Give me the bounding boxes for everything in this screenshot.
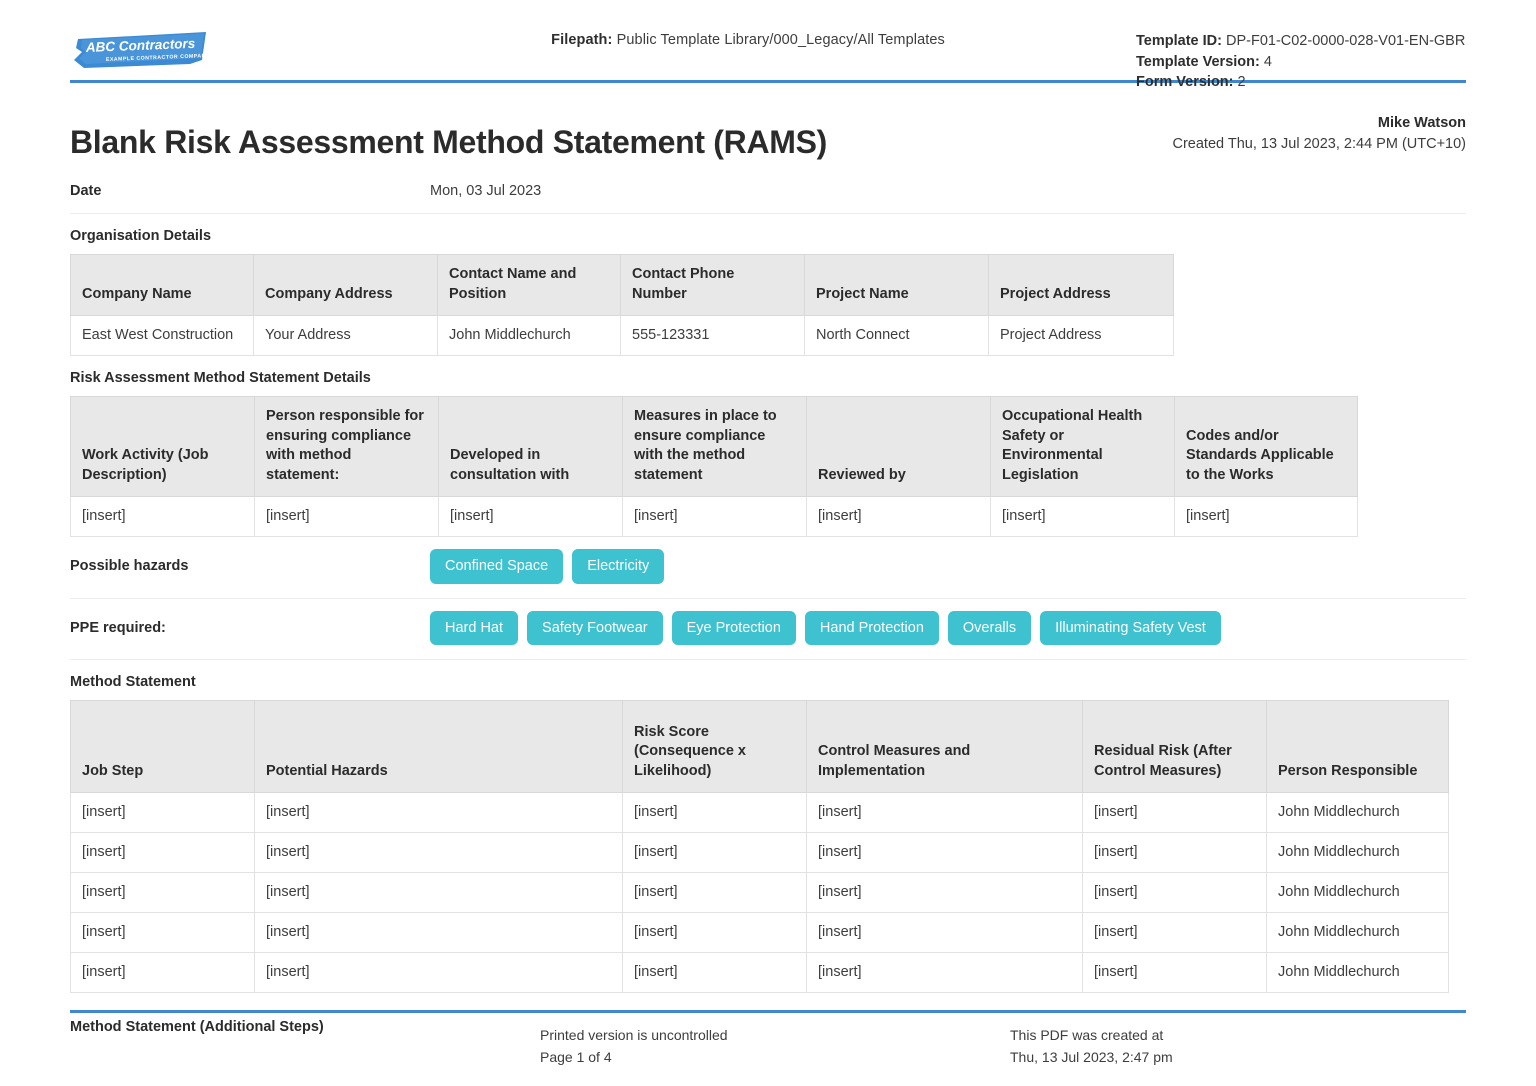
table-header-row xyxy=(71,701,1449,793)
form-version-row xyxy=(1136,72,1466,93)
cell-residual-risk: [insert] xyxy=(1083,952,1267,992)
template-id-label: Template ID: xyxy=(1136,33,1222,49)
title-row xyxy=(70,83,1466,167)
organisation-details-heading: Organisation Details xyxy=(70,228,212,245)
table-row xyxy=(71,952,1449,992)
logo-icon xyxy=(70,30,210,70)
possible-hazards-label: Possible hazards xyxy=(70,558,189,575)
cell-person-responsible-compliance: [insert] xyxy=(255,497,439,537)
cell-company-address: Your Address xyxy=(254,316,438,356)
cell-person-responsible: John Middlechurch xyxy=(1267,833,1449,873)
form-version-label: Form Version: xyxy=(1136,74,1234,91)
ppe-required-pills xyxy=(430,611,1221,646)
cell-risk-score: [insert] xyxy=(623,833,807,873)
column-header-measures-in-place: Measures in place to ensure compliance with the method statement xyxy=(623,397,807,497)
date-value: Mon, 03 Jul 2023 xyxy=(430,183,542,200)
abc-contractors-logo xyxy=(70,30,210,70)
rams-details-heading: Risk Assessment Method Statement Details xyxy=(70,370,371,386)
column-header-ohs-legislation: Occupational Health Safety or Environmental Legislation xyxy=(991,397,1175,497)
template-id-row xyxy=(1136,31,1466,52)
cell-potential-hazards: [insert] xyxy=(255,952,623,992)
cell-person-responsible: John Middlechurch xyxy=(1267,873,1449,913)
form-version-value: 2 xyxy=(1237,74,1246,91)
column-header-person-responsible-compliance: Person responsible for ensuring compliance with method statement: xyxy=(255,397,439,497)
column-header-person-responsible: Person Responsible xyxy=(1267,701,1449,793)
cell-project-name: North Connect xyxy=(805,316,989,356)
column-header-company-address: Company Address xyxy=(254,255,438,316)
cell-residual-risk: [insert] xyxy=(1083,833,1267,873)
column-header-project-address: Project Address xyxy=(989,255,1174,316)
cell-job-step: [insert] xyxy=(71,873,255,913)
ppe-pill[interactable]: Illuminating Safety Vest xyxy=(1040,611,1221,646)
column-header-contact-phone: Contact Phone Number xyxy=(621,255,805,316)
svg-text:EXAMPLE CONTRACTOR COMPANY: EXAMPLE CONTRACTOR COMPANY xyxy=(105,53,210,63)
column-header-company-name: Company Name xyxy=(71,255,254,316)
template-id-value: DP-F01-C02-0000-028-V01-EN-GBR xyxy=(1225,33,1466,49)
ppe-pill[interactable]: Hard Hat xyxy=(430,611,518,646)
cell-job-step: [insert] xyxy=(71,833,255,873)
cell-control-measures: [insert] xyxy=(807,833,1083,873)
ppe-pill[interactable]: Hand Protection xyxy=(805,611,939,646)
cell-developed-in-consultation: [insert] xyxy=(439,497,623,537)
ppe-required-label: PPE required: xyxy=(70,620,166,637)
column-header-job-step: Job Step xyxy=(71,701,255,793)
created-timestamp: Created Thu, 13 Jul 2023, 2:44 PM (UTC+10) xyxy=(1172,136,1466,153)
template-metadata xyxy=(1136,16,1466,93)
filepath-label: Filepath: xyxy=(551,32,613,48)
cell-job-step: [insert] xyxy=(71,912,255,952)
filepath-value: Public Template Library/000_Legacy/All Templates xyxy=(616,32,945,48)
cell-control-measures: [insert] xyxy=(807,873,1083,913)
cell-ohs-legislation: [insert] xyxy=(991,497,1175,537)
column-header-risk-score: Risk Score (Consequence x Likelihood) xyxy=(623,701,807,793)
ppe-required-row xyxy=(70,599,1466,661)
cell-job-step: [insert] xyxy=(71,793,255,833)
footer-columns xyxy=(70,1013,1466,1068)
possible-hazards-row xyxy=(70,537,1466,599)
footer-printed-notice: Printed version is uncontrolled xyxy=(540,1027,728,1044)
cell-risk-score: [insert] xyxy=(623,873,807,913)
column-header-contact-name-position: Contact Name and Position xyxy=(438,255,621,316)
template-version-row xyxy=(1136,52,1466,73)
svg-text:ABC Contractors: ABC Contractors xyxy=(85,35,196,55)
template-version-label: Template Version: xyxy=(1136,53,1260,70)
footer-pdf-created-timestamp: Thu, 13 Jul 2023, 2:47 pm xyxy=(1010,1048,1173,1065)
logo-container xyxy=(70,16,360,70)
cell-contact-name-position: John Middlechurch xyxy=(438,316,621,356)
rams-details-table xyxy=(70,396,1358,537)
cell-potential-hazards: [insert] xyxy=(255,833,623,873)
method-statement-heading: Method Statement xyxy=(70,674,196,691)
page-title: Blank Risk Assessment Method Statement (RAMS) xyxy=(70,124,828,161)
column-header-developed-in-consultation: Developed in consultation with xyxy=(439,397,623,497)
column-header-residual-risk: Residual Risk (After Control Measures) xyxy=(1083,701,1267,793)
column-header-work-activity: Work Activity (Job Description) xyxy=(71,397,255,497)
additional-steps-heading: Method Statement (Additional Steps) xyxy=(70,1018,324,1035)
template-version-value: 4 xyxy=(1263,53,1272,70)
filepath xyxy=(360,16,1136,48)
column-header-reviewed-by: Reviewed by xyxy=(807,397,991,497)
column-header-potential-hazards: Potential Hazards xyxy=(255,701,623,793)
cell-measures-in-place: [insert] xyxy=(623,497,807,537)
method-statement-table xyxy=(70,700,1449,992)
cell-company-name: East West Construction xyxy=(71,316,254,356)
cell-control-measures: [insert] xyxy=(807,912,1083,952)
cell-reviewed-by: [insert] xyxy=(807,497,991,537)
cell-person-responsible: John Middlechurch xyxy=(1267,912,1449,952)
hazard-pill[interactable]: Confined Space xyxy=(430,549,563,584)
cell-residual-risk: [insert] xyxy=(1083,912,1267,952)
cell-potential-hazards: [insert] xyxy=(255,912,623,952)
hazard-pill[interactable]: Electricity xyxy=(572,549,664,584)
column-header-project-name: Project Name xyxy=(805,255,989,316)
column-header-control-measures: Control Measures and Implementation xyxy=(807,701,1083,793)
ppe-pill[interactable]: Overalls xyxy=(948,611,1031,646)
footer-right xyxy=(1010,1025,1173,1068)
document-header xyxy=(70,0,1466,91)
footer-pdf-created-label: This PDF was created at xyxy=(1010,1027,1164,1044)
cell-risk-score: [insert] xyxy=(623,912,807,952)
date-row xyxy=(70,167,1466,214)
table-row xyxy=(71,833,1449,873)
ppe-pill[interactable]: Safety Footwear xyxy=(527,611,663,646)
cell-codes-standards: [insert] xyxy=(1175,497,1358,537)
table-header-row xyxy=(71,255,1174,316)
cell-person-responsible: John Middlechurch xyxy=(1267,952,1449,992)
cell-contact-phone: 555-123331 xyxy=(621,316,805,356)
table-row xyxy=(71,912,1449,952)
cell-residual-risk: [insert] xyxy=(1083,873,1267,913)
cell-risk-score: [insert] xyxy=(623,793,807,833)
cell-person-responsible: John Middlechurch xyxy=(1267,793,1449,833)
table-row xyxy=(71,793,1449,833)
date-label: Date xyxy=(70,183,102,200)
cell-potential-hazards: [insert] xyxy=(255,873,623,913)
table-row xyxy=(71,873,1449,913)
author-block xyxy=(1036,113,1466,161)
author-name: Mike Watson xyxy=(1377,115,1466,131)
footer-left xyxy=(540,1025,940,1068)
possible-hazards-pills xyxy=(430,549,664,584)
table-row xyxy=(71,497,1358,537)
document-footer xyxy=(70,1010,1466,1068)
cell-project-address: Project Address xyxy=(989,316,1174,356)
cell-risk-score: [insert] xyxy=(623,952,807,992)
cell-residual-risk: [insert] xyxy=(1083,793,1267,833)
table-header-row xyxy=(71,397,1358,497)
cell-work-activity: [insert] xyxy=(71,497,255,537)
ppe-pill[interactable]: Eye Protection xyxy=(672,611,796,646)
cell-control-measures: [insert] xyxy=(807,793,1083,833)
cell-control-measures: [insert] xyxy=(807,952,1083,992)
column-header-codes-standards: Codes and/or Standards Applicable to the Works xyxy=(1175,397,1358,497)
organisation-details-table xyxy=(70,254,1174,356)
footer-spacer xyxy=(70,1025,540,1068)
footer-page-number: Page 1 of 4 xyxy=(540,1048,612,1065)
table-row xyxy=(71,316,1174,356)
cell-job-step: [insert] xyxy=(71,952,255,992)
cell-potential-hazards: [insert] xyxy=(255,793,623,833)
